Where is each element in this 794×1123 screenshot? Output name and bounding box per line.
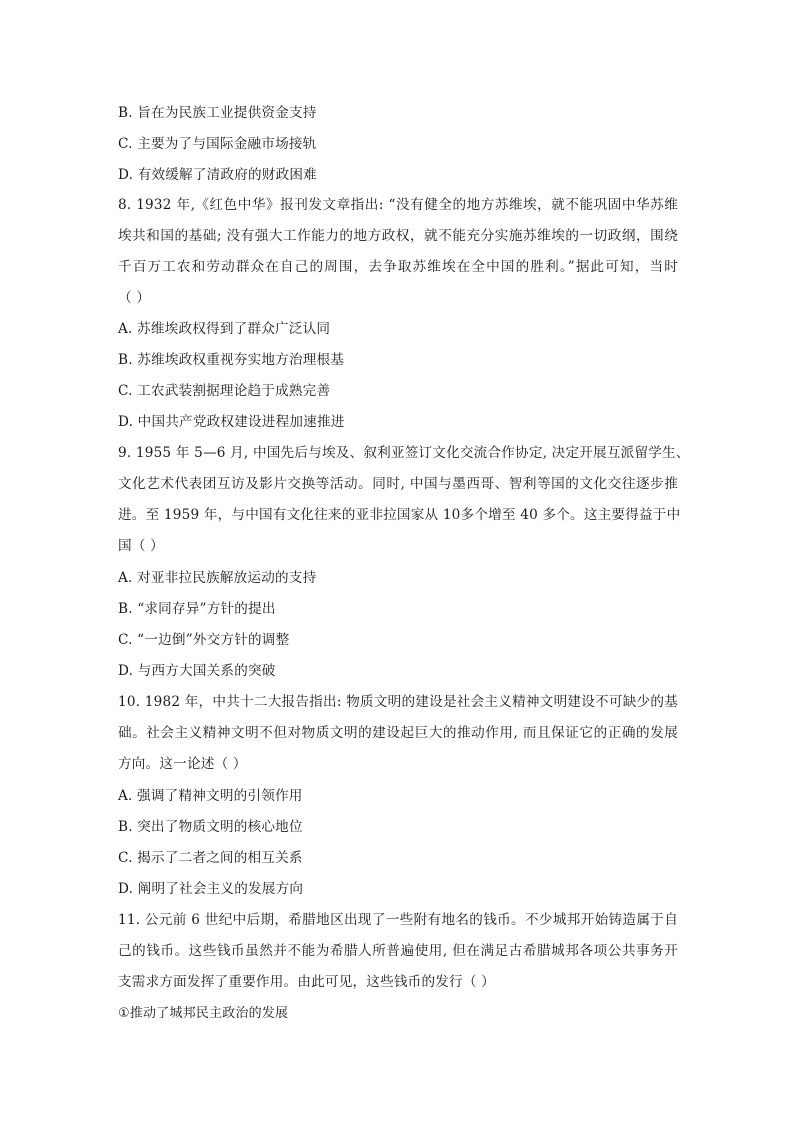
q8-answer-blank: （ ） — [118, 290, 151, 306]
q9-stem-line: 9. 1955 年 5—6 月, 中国先后与埃及、叙利亚签订文化交流合作协定, 决定开展互派留学生、 — [118, 445, 690, 461]
q7-option-d: D. 有效缓解了清政府的财政困难 — [118, 167, 317, 183]
q8-option-d: D. 中国共产党政权建设进程加速推进 — [118, 414, 345, 430]
q11-stem-line: 己的钱币。这些钱币虽然并不能为希腊人所普遍使用, 但在满足古希腊城邦各项公共事务开 — [118, 943, 678, 959]
q9-stem-line: 国（ ） — [118, 538, 164, 554]
q9-option-c: C. “一边倒”外交方针的调整 — [118, 632, 290, 648]
q7-option-b: B. 旨在为民族工业提供资金支持 — [118, 105, 317, 121]
q10-stem-line: 础。社会主义精神文明不但对物质文明的建设起巨大的推动作用, 而且保证它的正确的发展 — [118, 725, 678, 741]
q11-stem-line: 支需求方面发挥了重要作用。由此可见，这些钱币的发行（ ） — [118, 974, 495, 990]
q9-option-d: D. 与西方大国关系的突破 — [118, 663, 276, 679]
q8-option-b: B. 苏维埃政权重视夯实地方治理根基 — [118, 352, 345, 368]
q8-option-a: A. 苏维埃政权得到了群众广泛认同 — [118, 321, 331, 337]
q10-option-a: A. 强调了精神文明的引领作用 — [118, 788, 303, 804]
q9-stem-line: 文化艺术代表团互访及影片交换等活动。同时, 中国与墨西哥、智利等国的文化交往逐步推 — [118, 476, 678, 492]
q10-option-b: B. 突出了物质文明的核心地位 — [118, 819, 303, 835]
q9-option-b: B. “求同存异”方针的提出 — [118, 601, 276, 617]
q10-option-d: D. 阐明了社会主义的发展方向 — [118, 881, 304, 897]
q11-item-1: ①推动了城邦民主政治的发展 — [118, 1006, 289, 1021]
q9-stem-line: 进。至 1959 年，与中国有文化往来的亚非拉国家从 10多个增至 40 多个。这主要得益于中 — [118, 507, 681, 523]
q8-stem-line: 8. 1932 年,《红色中华》报刊发文章指出: “没有健全的地方苏维埃，就不能巩固中华苏维 — [118, 197, 678, 213]
q10-option-c: C. 揭示了二者之间的相互关系 — [118, 850, 303, 866]
q9-option-a: A. 对亚非拉民族解放运动的支持 — [118, 570, 317, 586]
q10-stem-line: 方向。这一论述（ ） — [118, 756, 247, 772]
q10-stem-line: 10. 1982 年，中共十二大报告指出: 物质文明的建设是社会主义精神文明建设不可缺少的基 — [118, 694, 678, 710]
q11-stem-line: 11. 公元前 6 世纪中后期，希腊地区出现了一些附有地名的钱币。不少城邦开始铸造属于自 — [118, 912, 678, 928]
q8-option-c: C. 工农武装割据理论趋于成熟完善 — [118, 383, 331, 399]
q8-stem-line: 千百万工农和劳动群众在自己的周围，去争取苏维埃在全中国的胜利。”据此可知，当时 — [118, 259, 678, 275]
q7-option-c: C. 主要为了与国际金融市场接轨 — [118, 136, 317, 152]
q8-stem-line: 埃共和国的基础; 没有强大工作能力的地方政权，就不能充分实施苏维埃的一切政纲，围绕 — [118, 228, 678, 244]
